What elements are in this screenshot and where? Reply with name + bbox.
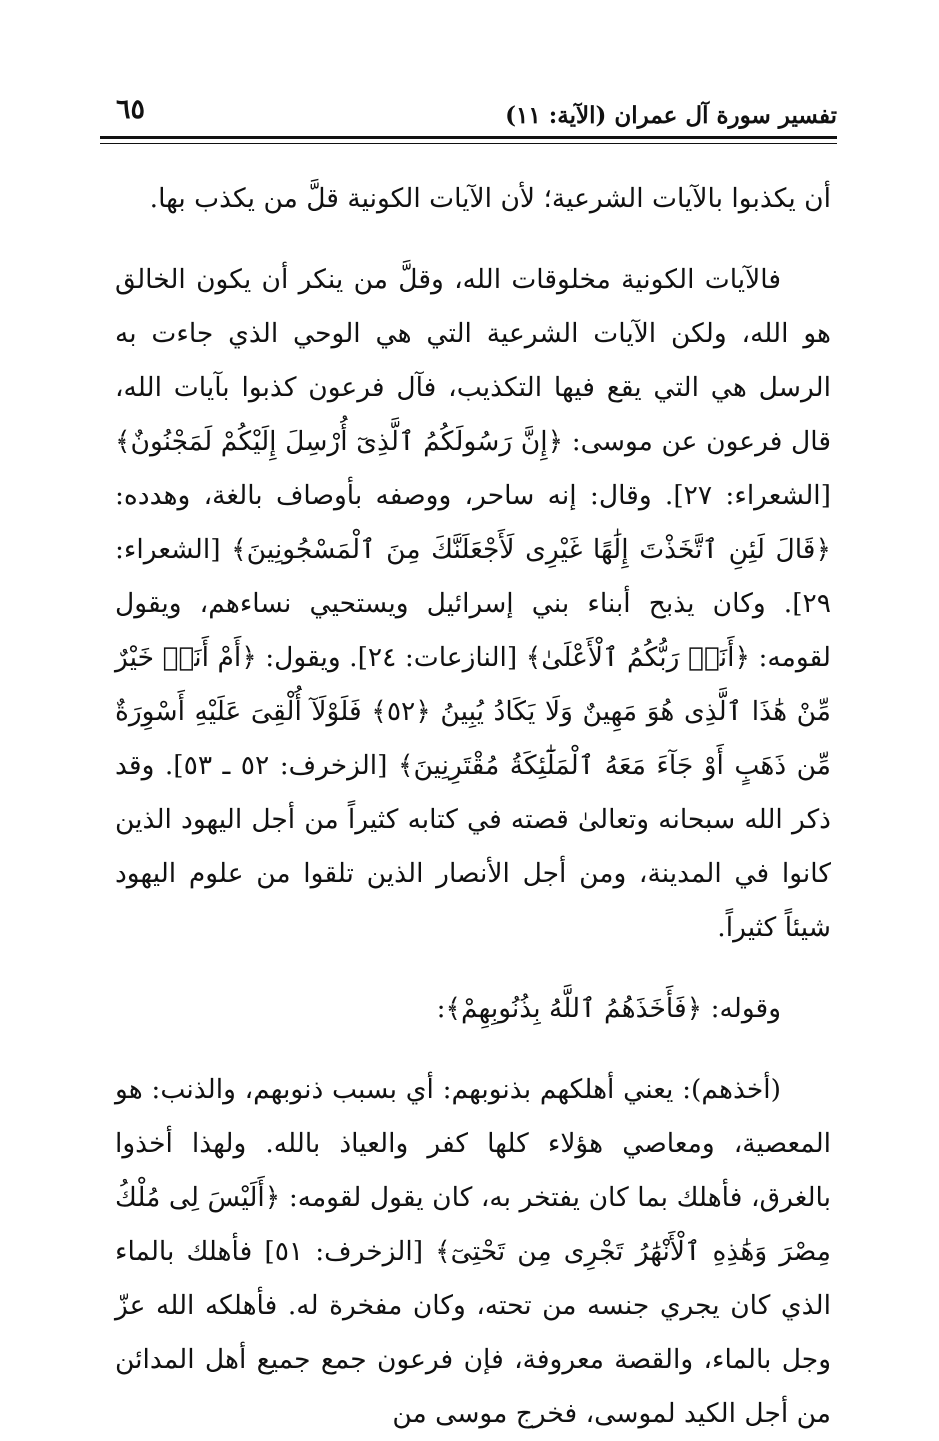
body-text <box>115 172 831 1441</box>
paragraph-2: فالآيات الكونية مخلوقات الله، وقلَّ من ينكر أن يكون الخالق هو الله، ولكن الآيات الشرعية التي هي الوحي الذي جاءت به الرسل هي التي يقع فيها التكذيب، فآل فرعون كذبوا بآيات الله، قال فرعون عن موسى: ﴿إِنَّ رَسُولَكُمُ ٱلَّذِىٓ أُرْسِلَ إِلَيْكُمْ لَمَجْنُونٌ﴾ [الشعراء: ٢٧]. وقال: إنه ساحر، ووصفه بأوصاف بالغة، وهدده: ﴿قَالَ لَئِنِ ٱتَّخَذْتَ إِلَٰهًا غَيْرِى لَأَجْعَلَنَّكَ مِنَ ٱلْمَسْجُونِينَ﴾ [الشعراء: ٢٩]. وكان يذبح أبناء بني إسرائيل ويستحيي نساءهم، ويقول لقومه: ﴿أَنَا۠ رَبُّكُمُ ٱلْأَعْلَىٰ﴾ [النازعات: ٢٤]. ويقول: ﴿أَمْ أَنَا۠ خَيْرٌ مِّنْ هَٰذَا ٱلَّذِى هُوَ مَهِينٌ وَلَا يَكَادُ يُبِينُ ﴿٥٢﴾ فَلَوْلَآ أُلْقِىَ عَلَيْهِ أَسْوِرَةٌ مِّن ذَهَبٍ أَوْ جَآءَ مَعَهُ ٱلْمَلَٰٓئِكَةُ مُقْتَرِنِينَ﴾ [الزخرف: ٥٢ ـ ٥٣]. وقد ذكر الله سبحانه وتعالىٰ قصته في كتابه كثيراً من أجل اليهود الذين كانوا في المدينة، ومن أجل الأنصار الذين تلقوا من علوم اليهود شيئاً كثيراً. <box>115 264 832 943</box>
running-header <box>100 92 837 140</box>
paragraph-4: (أخذهم): يعني أهلكهم بذنوبهم: أي بسبب ذنوبهم، والذنب: هو المعصية، ومعاصي هؤلاء كلها كفر والعياذ بالله. ولهذا أخذوا بالغرق، فأهلك بما كان يفتخر به، كان يقول لقومه: ﴿أَلَيْسَ لِى مُلْكُ مِصْرَ وَهَٰذِهِ ٱلْأَنْهَٰرُ تَجْرِى مِن تَحْتِىٓ﴾ [الزخرف: ٥١] فأهلك بالماء الذي كان يجري جنسه من تحته، وكان مفخرة له. فأهلكه الله عزّ وجل بالماء، والقصة معروفة، فإن فرعون جمع جميع أهل المدائن من أجل الكيد لموسى، فخرج موسى من <box>115 1074 831 1429</box>
header-title: تفسير سورة آل عمران (الآية: ١١) <box>505 102 837 129</box>
paragraph-3: وقوله: ﴿فَأَخَذَهُمُ ٱللَّهُ بِذُنُوبِهِمْ﴾: <box>436 993 781 1024</box>
paragraph-gap <box>115 955 831 982</box>
page-number: ٦٥ <box>116 94 146 125</box>
header-rule-thick <box>100 136 837 139</box>
paragraph-gap <box>115 226 831 253</box>
paragraph-gap <box>115 1036 831 1063</box>
paragraph-1: أن يكذبوا بالآيات الشرعية؛ لأن الآيات الكونية قلَّ من يكذب بها. <box>149 183 831 214</box>
header-rule-thin <box>100 143 837 144</box>
